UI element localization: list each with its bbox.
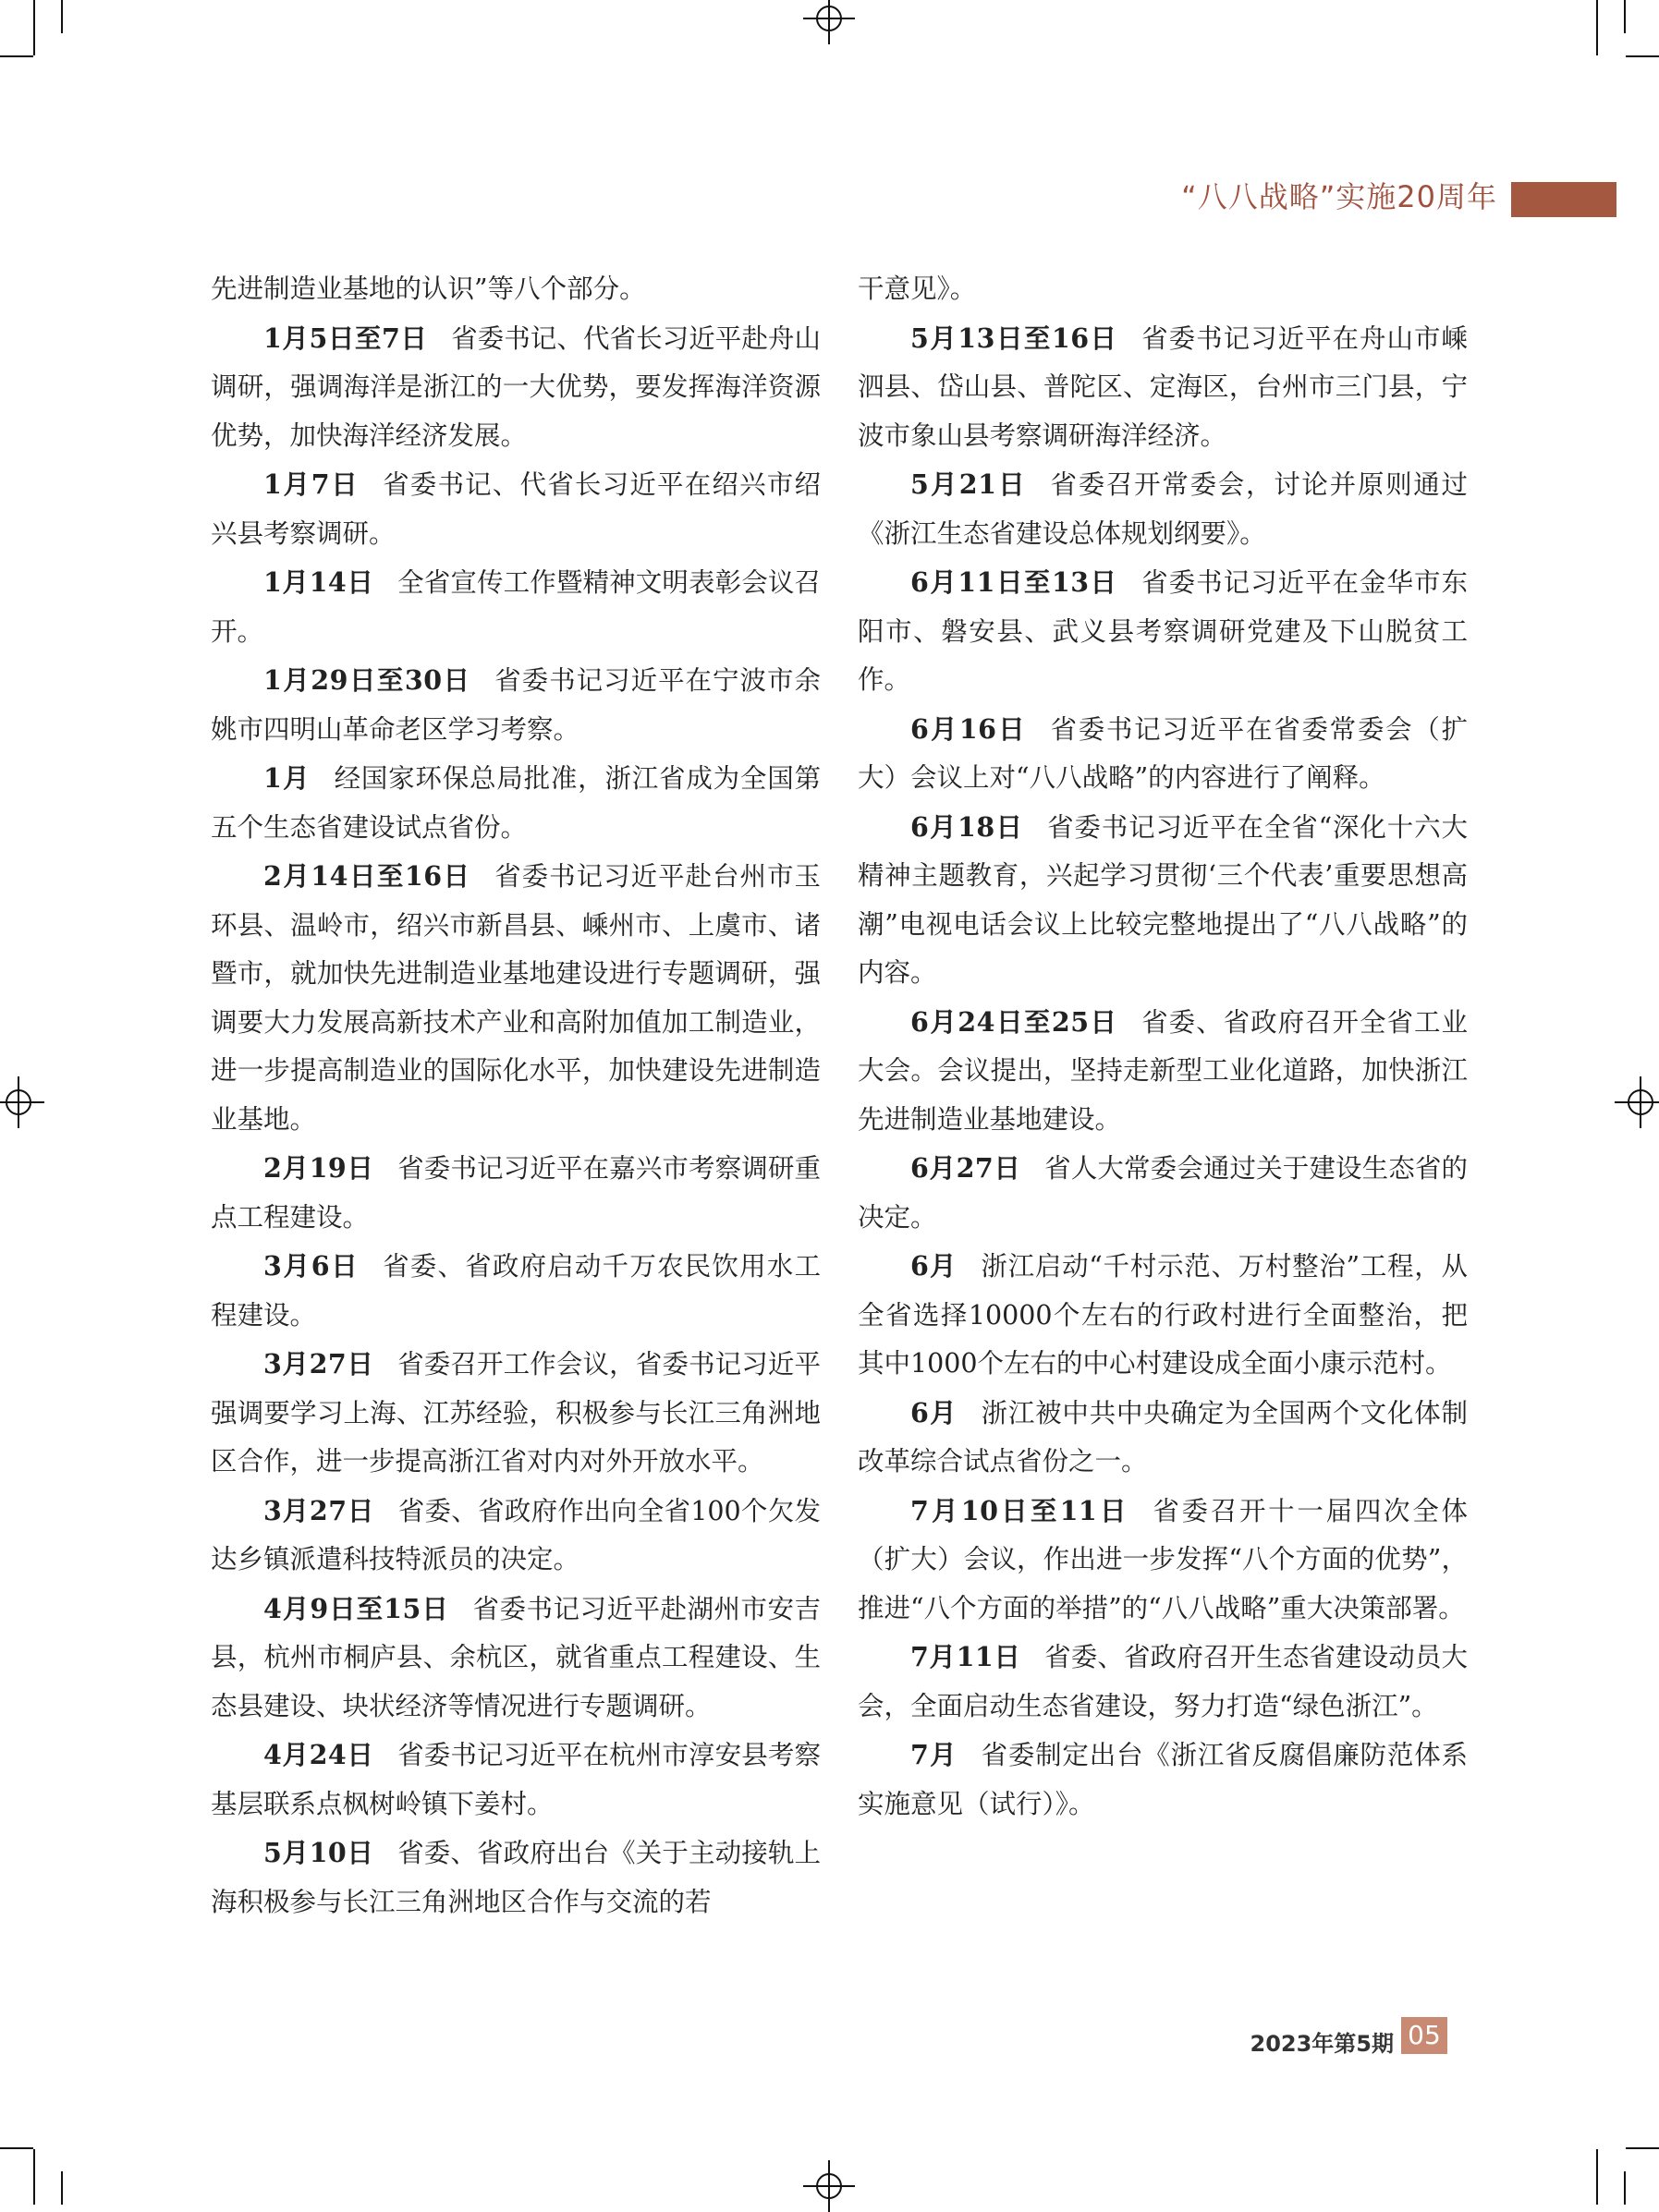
page-number: 05	[1401, 2017, 1447, 2054]
entry-date: 6月16日	[910, 712, 1027, 745]
entry-text: 省委、省政府出台《关于主动接轨上海积极参与长江三角洲地区合作与交流的若	[211, 1838, 821, 1917]
chronology-entry	[211, 1340, 821, 1487]
entry-text: 省委召开常委会，讨论并原则通过《浙江生态省建设总体规划纲要》。	[858, 469, 1468, 549]
chronology-entry	[858, 1144, 1468, 1242]
chronology-entry	[211, 852, 821, 1144]
entry-text: 省委书记、代省长习近平赴舟山调研，强调海洋是浙江的一大优势，要发挥海洋资源优势，加快海洋经济发展。	[211, 322, 821, 451]
entry-date: 1月29日至30日	[263, 664, 471, 696]
entry-date: 3月27日	[263, 1348, 374, 1379]
chronology-entry	[211, 1487, 821, 1585]
chronology-entry	[858, 1242, 1468, 1389]
entry-text: 省委书记、代省长习近平在绍兴市绍兴县考察调研。	[211, 469, 821, 549]
crop-mark	[61, 0, 63, 33]
crop-mark	[1626, 2147, 1659, 2149]
entry-date: 3月27日	[263, 1494, 375, 1526]
entry-date: 4月24日	[263, 1739, 374, 1770]
entry-text: 省委书记习近平赴湖州市安吉县，杭州市桐庐县、余杭区，就省重点工程建设、生态县建设、块状经济等情况进行专题调研。	[211, 1593, 821, 1721]
entry-text: 先进制造业基地的认识”等八个部分。	[211, 273, 646, 304]
chronology-entry	[211, 265, 821, 314]
entry-date: 6月27日	[910, 1152, 1021, 1184]
entry-date: 1月	[263, 762, 311, 794]
left-column	[211, 265, 821, 1926]
chronology-entry	[858, 558, 1468, 705]
entry-text: 浙江启动“千村示范、万村整治”工程，从全省选择10000个左右的行政村进行全面整治，把其中1000个左右的中心村建设成全面小康示范村。	[858, 1251, 1468, 1379]
entry-text: 省委书记习近平在全省“深化十六大精神主题教育，兴起学习贯彻‘三个代表’重要思想高潮”电视电话会议上比较完整地提出了“八八战略”的内容。	[858, 811, 1468, 988]
chronology-entry	[858, 705, 1468, 803]
entry-text: 省委、省政府启动千万农民饮用水工程建设。	[211, 1251, 821, 1331]
entry-text: 省委、省政府召开全省工业大会。会议提出，坚持走新型工业化道路，加快浙江先进制造业基地建设。	[858, 1006, 1468, 1135]
entry-date: 3月6日	[263, 1250, 360, 1282]
entry-date: 5月10日	[263, 1837, 374, 1868]
issue-label: 2023年第5期	[1250, 2031, 1394, 2057]
entry-date: 6月24日至25日	[910, 1005, 1118, 1038]
entry-date: 5月13日至16日	[910, 322, 1118, 354]
header-accent-bar	[1511, 182, 1616, 217]
chronology-entry	[858, 1389, 1468, 1487]
entry-text: 省委书记习近平赴台州市玉环县、温岭市，绍兴市新昌县、嵊州市、上虞市、诸暨市，就加快先进制造业基地建设进行专题调研，强调要大力发展高新技术产业和高附加值加工制造业，进一步提高制造业的国际化水平，加快建设先进制造业基地。	[211, 861, 821, 1135]
entry-text: 省人大常委会通过关于建设生态省的决定。	[858, 1153, 1468, 1233]
entry-date: 7月	[910, 1739, 958, 1770]
entry-date: 6月	[910, 1250, 958, 1282]
entry-date: 2月14日至16日	[263, 860, 471, 892]
entry-text: 省委书记习近平在杭州市淳安县考察基层联系点枫树岭镇下姜村。	[211, 1740, 821, 1819]
registration-mark-icon	[0, 1076, 44, 1128]
crop-mark	[0, 55, 33, 57]
entry-text: 省委召开工作会议，省委书记习近平强调要学习上海、江苏经验，积极参与长江三角洲地区合作，进一步提高浙江省对内对外开放水平。	[211, 1349, 821, 1477]
entry-date: 1月14日	[263, 566, 374, 598]
running-header-title: “八八战略”实施20周年	[1181, 179, 1497, 214]
crop-mark	[1624, 0, 1626, 33]
chronology-entry	[858, 460, 1468, 558]
crop-mark	[1624, 2171, 1626, 2205]
entry-date: 7月10日至11日	[910, 1494, 1129, 1526]
entry-text: 省委书记习近平在宁波市余姚市四明山革命老区学习考察。	[211, 665, 821, 745]
entry-date: 6月	[910, 1396, 958, 1428]
entry-text: 全省宣传工作暨精神文明表彰会议召开。	[211, 567, 821, 647]
entry-text: 省委书记习近平在嘉兴市考察调研重点工程建设。	[211, 1153, 821, 1233]
entry-text: 干意见》。	[858, 273, 977, 304]
entry-text: 省委书记习近平在省委常委会（扩大）会议上对“八八战略”的内容进行了阐释。	[858, 713, 1468, 793]
entry-date: 7月11日	[910, 1641, 1021, 1672]
chronology-entry	[858, 1633, 1468, 1731]
chronology-entry	[858, 998, 1468, 1145]
chronology-entry	[858, 265, 1468, 314]
right-column	[858, 265, 1468, 1829]
entry-date: 6月11日至13日	[910, 566, 1118, 598]
chronology-entry	[858, 314, 1468, 461]
chronology-entry	[211, 314, 821, 461]
entry-text: 省委、省政府作出向全省100个欠发达乡镇派遣科技特派员的决定。	[211, 1495, 821, 1574]
entry-text: 省委制定出台《浙江省反腐倡廉防范体系实施意见（试行）》。	[858, 1740, 1468, 1819]
chronology-entry	[211, 1242, 821, 1340]
chronology-entry	[858, 803, 1468, 998]
registration-mark-icon	[803, 0, 855, 44]
chronology-entry	[211, 754, 821, 852]
crop-mark	[61, 2171, 63, 2205]
chronology-entry	[211, 1144, 821, 1242]
entry-date: 6月18日	[910, 810, 1024, 843]
chronology-entry	[211, 1829, 821, 1926]
entry-date: 2月19日	[263, 1152, 374, 1184]
crop-mark	[33, 0, 35, 55]
registration-mark-icon	[1615, 1076, 1659, 1128]
chronology-entry	[211, 558, 821, 656]
entry-date: 1月7日	[263, 468, 360, 500]
chronology-entry	[858, 1731, 1468, 1829]
entry-text: 省委书记习近平在金华市东阳市、磐安县、武义县考察调研党建及下山脱贫工作。	[858, 567, 1468, 695]
entry-text: 省委、省政府召开生态省建设动员大会，全面启动生态省建设，努力打造“绿色浙江”。	[858, 1642, 1468, 1721]
chronology-entry	[211, 1731, 821, 1829]
chronology-entry	[211, 656, 821, 754]
chronology-entry	[211, 460, 821, 558]
entry-date: 4月9日至15日	[263, 1592, 449, 1624]
entry-date: 5月21日	[910, 468, 1027, 500]
crop-mark	[1596, 0, 1598, 55]
entry-text: 经国家环保总局批准，浙江省成为全国第五个生态省建设试点省份。	[211, 763, 821, 843]
crop-mark	[1626, 55, 1659, 57]
chronology-entry	[211, 1585, 821, 1732]
crop-mark	[1596, 2149, 1598, 2205]
crop-mark	[0, 2147, 33, 2149]
entry-text: 省委书记习近平在舟山市嵊泗县、岱山县、普陀区、定海区，台州市三门县，宁波市象山县考察调研海洋经济。	[858, 322, 1468, 451]
chronology-entry	[858, 1487, 1468, 1634]
crop-mark	[33, 2149, 35, 2205]
entry-date: 1月5日至7日	[263, 322, 428, 354]
entry-text: 省委召开十一届四次全体（扩大）会议，作出进一步发挥“八个方面的优势”，推进“八个方面的举措”的“八八战略”重大决策部署。	[858, 1495, 1468, 1623]
entry-text: 浙江被中共中央确定为全国两个文化体制改革综合试点省份之一。	[858, 1397, 1468, 1477]
